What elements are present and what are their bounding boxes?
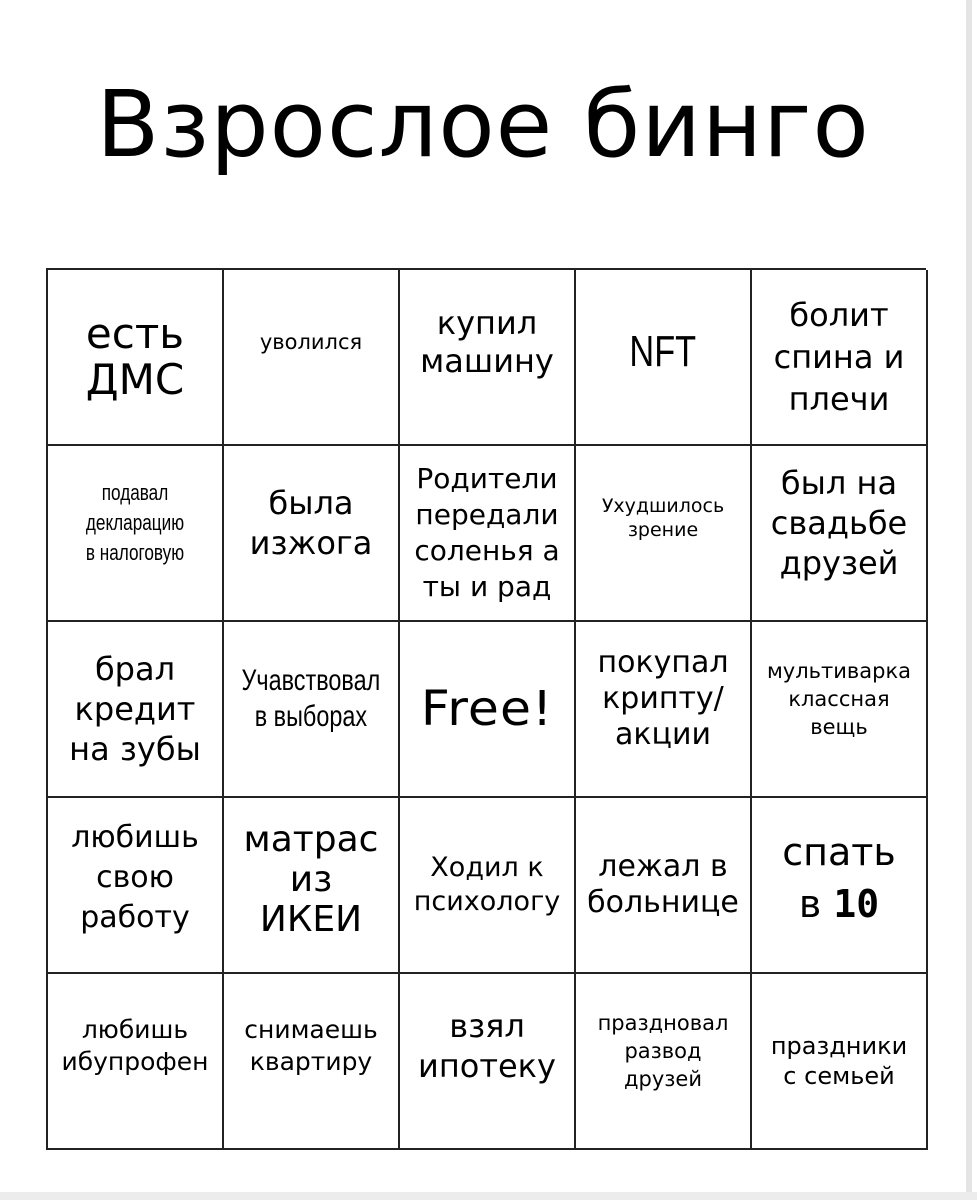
cell-text: купил машину: [420, 304, 554, 380]
cell-text: спать в 10: [782, 829, 896, 926]
cell-text: мультиварка классная вещь: [766, 659, 912, 739]
bingo-cell[interactable]: [576, 974, 752, 1150]
cell-text: праздники с семьей: [770, 1032, 908, 1090]
cell-text: Ходил к психологу: [413, 852, 561, 917]
cell-text: Родители передали соленья а ты и рад: [414, 462, 560, 603]
bingo-title: Взрослое бинго: [96, 71, 870, 178]
cell-text: есть ДМС: [85, 309, 185, 404]
bingo-cell[interactable]: [400, 446, 576, 622]
bingo-cell[interactable]: [224, 798, 400, 974]
cell-text: покупал крипту/ акции: [597, 645, 729, 752]
bingo-cell[interactable]: [400, 974, 576, 1150]
bingo-cell[interactable]: [400, 270, 576, 446]
frame-right-edge: [966, 0, 972, 1200]
bingo-cell[interactable]: [752, 974, 928, 1150]
cell-text: NFT: [629, 327, 697, 376]
cell-text: Учавствовал в выборах: [241, 664, 381, 733]
bingo-cell[interactable]: [48, 798, 224, 974]
bingo-cell[interactable]: [400, 798, 576, 974]
cell-text: брал кредит на зубы: [69, 650, 201, 768]
bingo-cell[interactable]: [576, 446, 752, 622]
cell-text: праздновал развод друзей: [597, 1011, 729, 1091]
cell-text: любишь свою работу: [71, 819, 199, 935]
cell-text: уволился: [259, 330, 363, 354]
bingo-cell[interactable]: [576, 622, 752, 798]
cell-text: был на свадьбе друзей: [770, 464, 908, 582]
frame-bottom-edge: [0, 1192, 977, 1200]
bingo-cell[interactable]: [224, 270, 400, 446]
bingo-cell[interactable]: [48, 622, 224, 798]
bingo-cell[interactable]: [224, 622, 400, 798]
bingo-cell-free[interactable]: [400, 622, 576, 798]
bingo-cell[interactable]: [576, 798, 752, 974]
bingo-grid: [46, 268, 926, 1150]
bingo-cell[interactable]: [48, 270, 224, 446]
cell-text: взял ипотеку: [418, 1007, 556, 1085]
cell-text-bold-number: 10: [833, 881, 880, 926]
bingo-cell[interactable]: [224, 446, 400, 622]
cell-text: Free!: [420, 681, 554, 737]
bingo-cell[interactable]: [752, 622, 928, 798]
cell-text: подавал декларацию в налоговую: [85, 480, 185, 565]
cell-text: Ухудшилось зрение: [601, 495, 725, 541]
cell-text: матрас из ИКЕИ: [243, 819, 379, 940]
cell-text: болит спина и плечи: [773, 296, 905, 418]
bingo-cell[interactable]: [224, 974, 400, 1150]
cell-text: была изжога: [249, 484, 373, 562]
cell-text: снимаешь квартиру: [244, 1015, 378, 1076]
bingo-cell[interactable]: [752, 446, 928, 622]
cell-text: любишь ибупрофен: [61, 1015, 209, 1076]
bingo-cell[interactable]: [576, 270, 752, 446]
bingo-cell[interactable]: [752, 270, 928, 446]
bingo-cell[interactable]: [752, 798, 928, 974]
bingo-cell[interactable]: [48, 974, 224, 1150]
bingo-cell[interactable]: [48, 446, 224, 622]
cell-text: лежал в больнице: [587, 849, 739, 920]
